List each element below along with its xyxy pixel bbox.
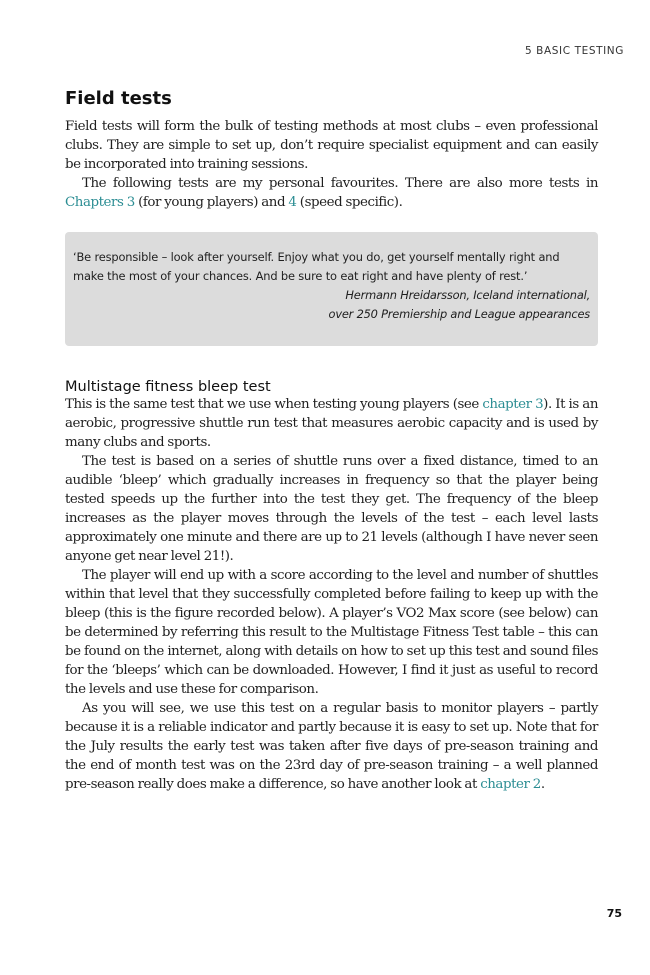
text-run: (for young players) and bbox=[134, 195, 289, 210]
text-run: ). It is an aerobic, progressive shuttle run test that measures aerobic capacity and is used by many clubs and sports. bbox=[65, 397, 598, 450]
text-run: The following tests are my personal favourites. There are also more tests in bbox=[82, 176, 598, 191]
quote-attribution-line-1: Hermann Hreidarsson, Iceland international, bbox=[345, 288, 590, 302]
section-heading-field-tests: Field tests bbox=[65, 88, 172, 109]
quote-text: ‘Be responsible – look after yourself. Enjoy what you do, get yourself mentally right and make the most of your chances. And be sure to eat right and have plenty of rest.’ bbox=[73, 250, 560, 283]
field-tests-paragraph-2 bbox=[65, 174, 598, 212]
quote-attribution-line-2: over 250 Premiership and League appearances bbox=[328, 307, 590, 321]
section-heading-bleep-test: Multistage fitness bleep test bbox=[65, 379, 271, 395]
bleep-test-paragraph-1 bbox=[65, 395, 598, 452]
quote-box bbox=[65, 232, 598, 346]
chapter-4-link[interactable]: 4 bbox=[288, 195, 297, 210]
bleep-test-section bbox=[65, 379, 598, 794]
text-run: . bbox=[540, 777, 545, 792]
chapter-3-link[interactable]: chapter 3 bbox=[482, 397, 544, 412]
chapter-2-link[interactable]: chapter 2 bbox=[480, 777, 541, 792]
running-head: 5 BASIC TESTING bbox=[524, 45, 624, 57]
text-run: (speed specific). bbox=[296, 195, 403, 210]
bleep-test-paragraph-4 bbox=[65, 699, 598, 794]
field-tests-paragraph-1: Field tests will form the bulk of testing methods at most clubs – even professional clubs. They are simple to set up, don’t require specialist equipment and can easily be incorporated into training sessions. bbox=[65, 119, 598, 172]
page-number: 75 bbox=[606, 907, 622, 920]
bleep-test-paragraph-3: The player will end up with a score according to the level and number of shuttles within that level that they successfully completed before failing to keep up with the bleep (this is the figure recorded below). A player’s VO2 Max score (see below) can be determined by referring this result to the Multistage Fitness Test table – this can be found on the internet, along with details on how to set up this test and sound files for the ‘bleeps’ which can be downloaded. However, I find it just as useful to record the levels and use these for comparison. bbox=[65, 568, 598, 697]
text-run: As you will see, we use this test on a regular basis to monitor players – partly because it is a reliable indicator and partly because it is easy to set up. Note that for the July results the early test was taken after five days of pre-season training and the end of month test was on the 23rd day of pre-season training – a well planned pre-season really does make a difference, so have another look at bbox=[65, 701, 598, 792]
bleep-test-paragraph-2: The test is based on a series of shuttle runs over a fixed distance, timed to an audible ‘bleep’ which gradually increases in frequency so that the player being tested speeds up the further into the test they get. The frequency of the bleep increases as the player moves through the levels of the test – each level lasts approximately one minute and there are up to 21 levels (although I have never seen anyone get near level 21!). bbox=[65, 454, 598, 564]
chapter-3-link[interactable]: Chapters 3 bbox=[65, 195, 135, 210]
text-run: This is the same test that we use when testing young players (see bbox=[65, 397, 483, 412]
page-content bbox=[65, 88, 598, 794]
